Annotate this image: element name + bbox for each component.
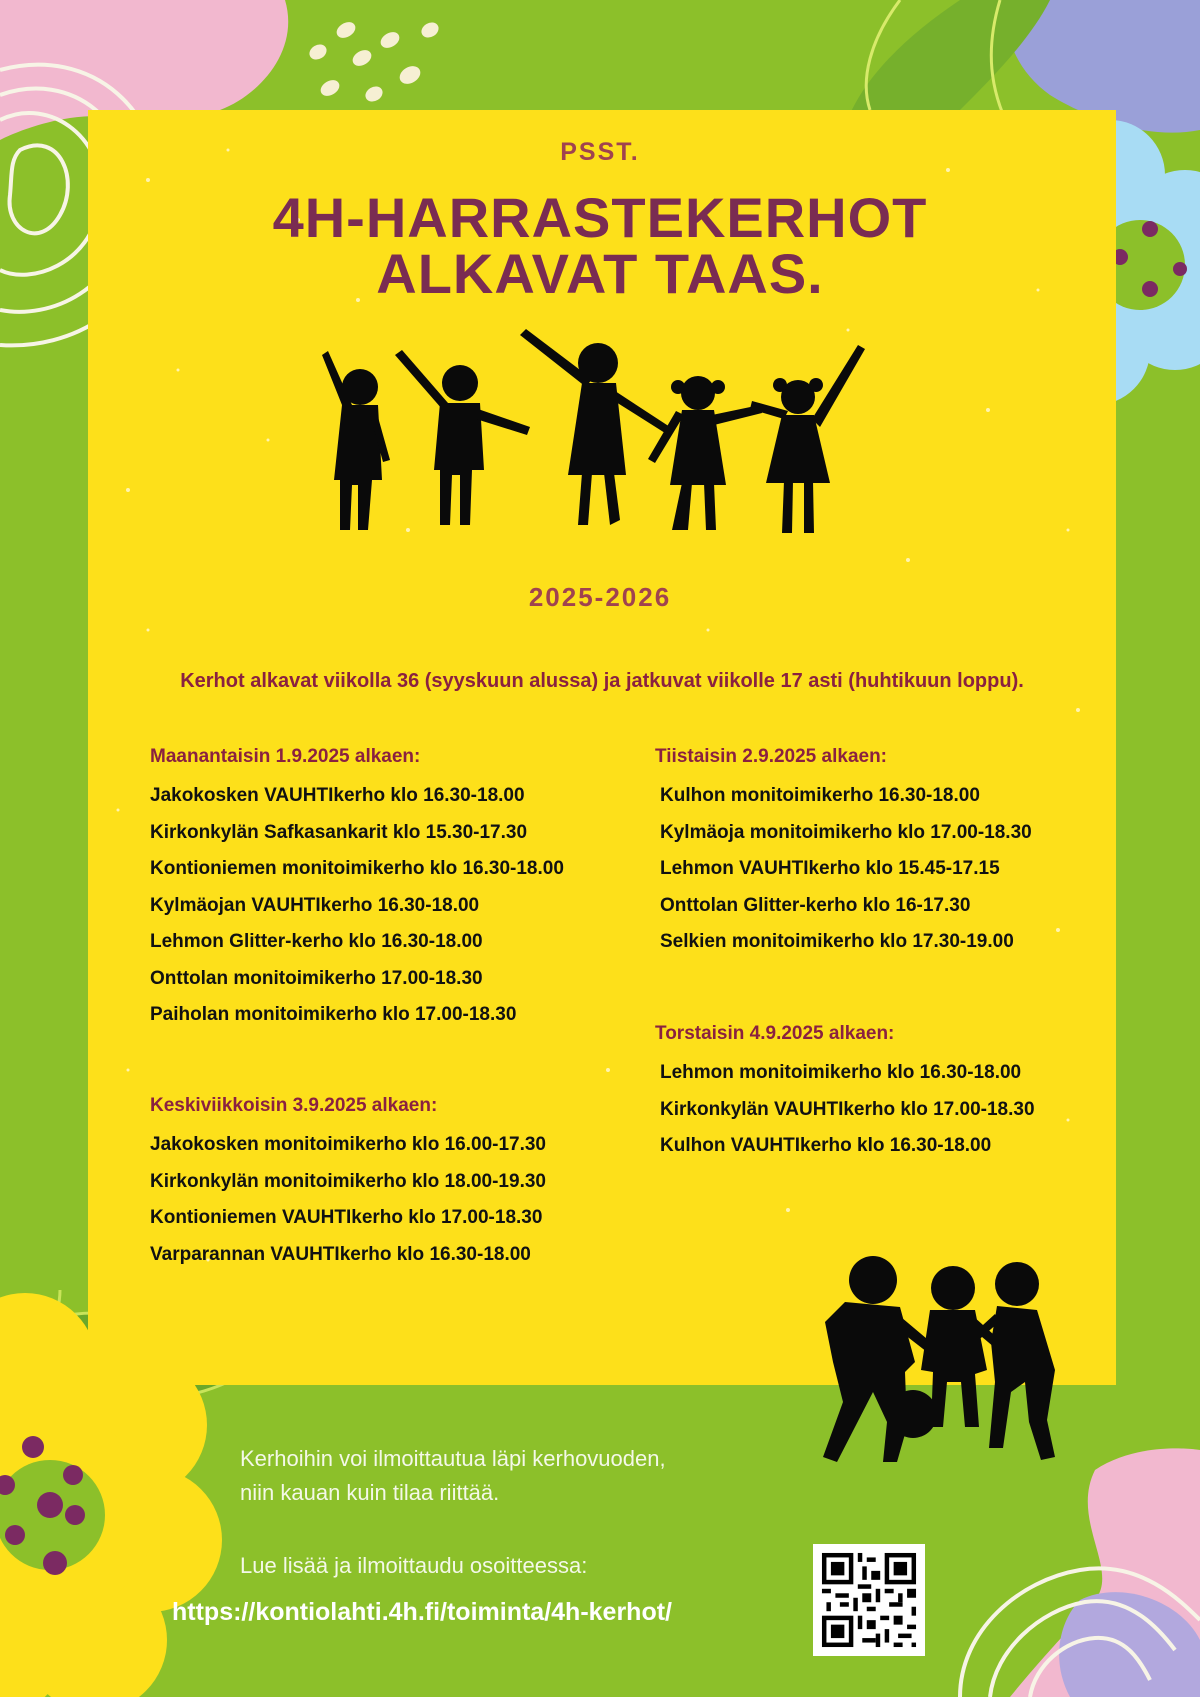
- list-item: Kulhon monitoimikerho 16.30-18.00: [660, 785, 980, 806]
- children-silhouettes-icon: [320, 335, 880, 555]
- title-line-2: ALKAVAT TAAS.: [376, 242, 824, 305]
- list-item: Kirkonkylän VAUHTIkerho klo 17.00-18.30: [660, 1098, 1035, 1120]
- read-more-text: Lue lisää ja ilmoittaudu osoitteessa:: [240, 1553, 588, 1578]
- list-item: Lehmon VAUHTIkerho klo 15.45-17.15: [660, 858, 1000, 879]
- group-heading: Torstaisin 4.9.2025 alkaen:: [655, 1023, 895, 1044]
- footer-line-1: Kerhoihin voi ilmoittautua läpi kerhovuoden,: [240, 1446, 666, 1471]
- club-list: [660, 778, 1032, 961]
- list-item: Lehmon Glitter-kerho klo 16.30-18.00: [150, 931, 483, 952]
- group-heading: Keskiviikkoisin 3.9.2025 alkaen:: [150, 1095, 438, 1116]
- club-list: [660, 1055, 1035, 1165]
- group-heading: Tiistaisin 2.9.2025 alkaen:: [655, 746, 888, 767]
- list-item: Kontioniemen monitoimikerho klo 16.30-18.00: [150, 858, 564, 879]
- group-heading: Maanantaisin 1.9.2025 alkaen:: [150, 746, 421, 767]
- group-thursday: [655, 1023, 1035, 1165]
- footer-line-2: niin kauan kuin tilaa riittää.: [240, 1480, 500, 1505]
- kids-playing-football-icon: [815, 1252, 1075, 1472]
- qr-code-graphic: [813, 1544, 925, 1656]
- intro-text: Kerhot alkavat viikolla 36 (syyskuun alussa) ja jatkuvat viikolle 17 asti (huhtikuun loppu).: [180, 670, 1024, 692]
- list-item: Onttolan monitoimikerho 17.00-18.30: [150, 967, 483, 989]
- list-item: Onttolan Glitter-kerho klo 16-17.30: [660, 894, 971, 916]
- season-text: 2025-2026: [528, 582, 672, 612]
- cream-dots: [307, 19, 442, 105]
- qr-code-icon[interactable]: [813, 1544, 925, 1656]
- club-list: [150, 778, 564, 1034]
- club-list: [150, 1127, 546, 1273]
- list-item: Varparannan VAUHTIkerho klo 16.30-18.00: [150, 1243, 531, 1265]
- website-link[interactable]: https://kontiolahti.4h.fi/toiminta/4h-kerhot/: [172, 1598, 672, 1626]
- list-item: Selkien monitoimikerho klo 17.30-19.00: [660, 931, 1014, 952]
- list-item: Lehmon monitoimikerho klo 16.30-18.00: [660, 1062, 1022, 1083]
- group-monday: [150, 746, 564, 1034]
- kicker-text: PSST.: [560, 138, 640, 166]
- list-item: Paiholan monitoimikerho klo 17.00-18.30: [150, 1004, 517, 1025]
- list-item: Kirkonkylän monitoimikerho klo 18.00-19.30: [150, 1170, 546, 1192]
- group-wednesday: [150, 1095, 546, 1273]
- list-item: Kylmäojan VAUHTIkerho 16.30-18.00: [150, 894, 480, 916]
- list-item: Kulhon VAUHTIkerho klo 16.30-18.00: [660, 1135, 992, 1156]
- list-item: Kylmäoja monitoimikerho klo 17.00-18.30: [660, 821, 1032, 843]
- title-line-1: 4H-HARRASTEKERHOT: [272, 186, 928, 249]
- footer-note: [240, 1442, 666, 1510]
- group-tuesday: [655, 746, 1032, 961]
- list-item: Kontioniemen VAUHTIkerho klo 17.00-18.30: [150, 1207, 543, 1228]
- list-item: Jakokosken monitoimikerho klo 16.00-17.30: [150, 1134, 547, 1155]
- list-item: Kirkonkylän Safkasankarit klo 15.30-17.30: [150, 821, 528, 843]
- list-item: Jakokosken VAUHTIkerho klo 16.30-18.00: [150, 785, 525, 806]
